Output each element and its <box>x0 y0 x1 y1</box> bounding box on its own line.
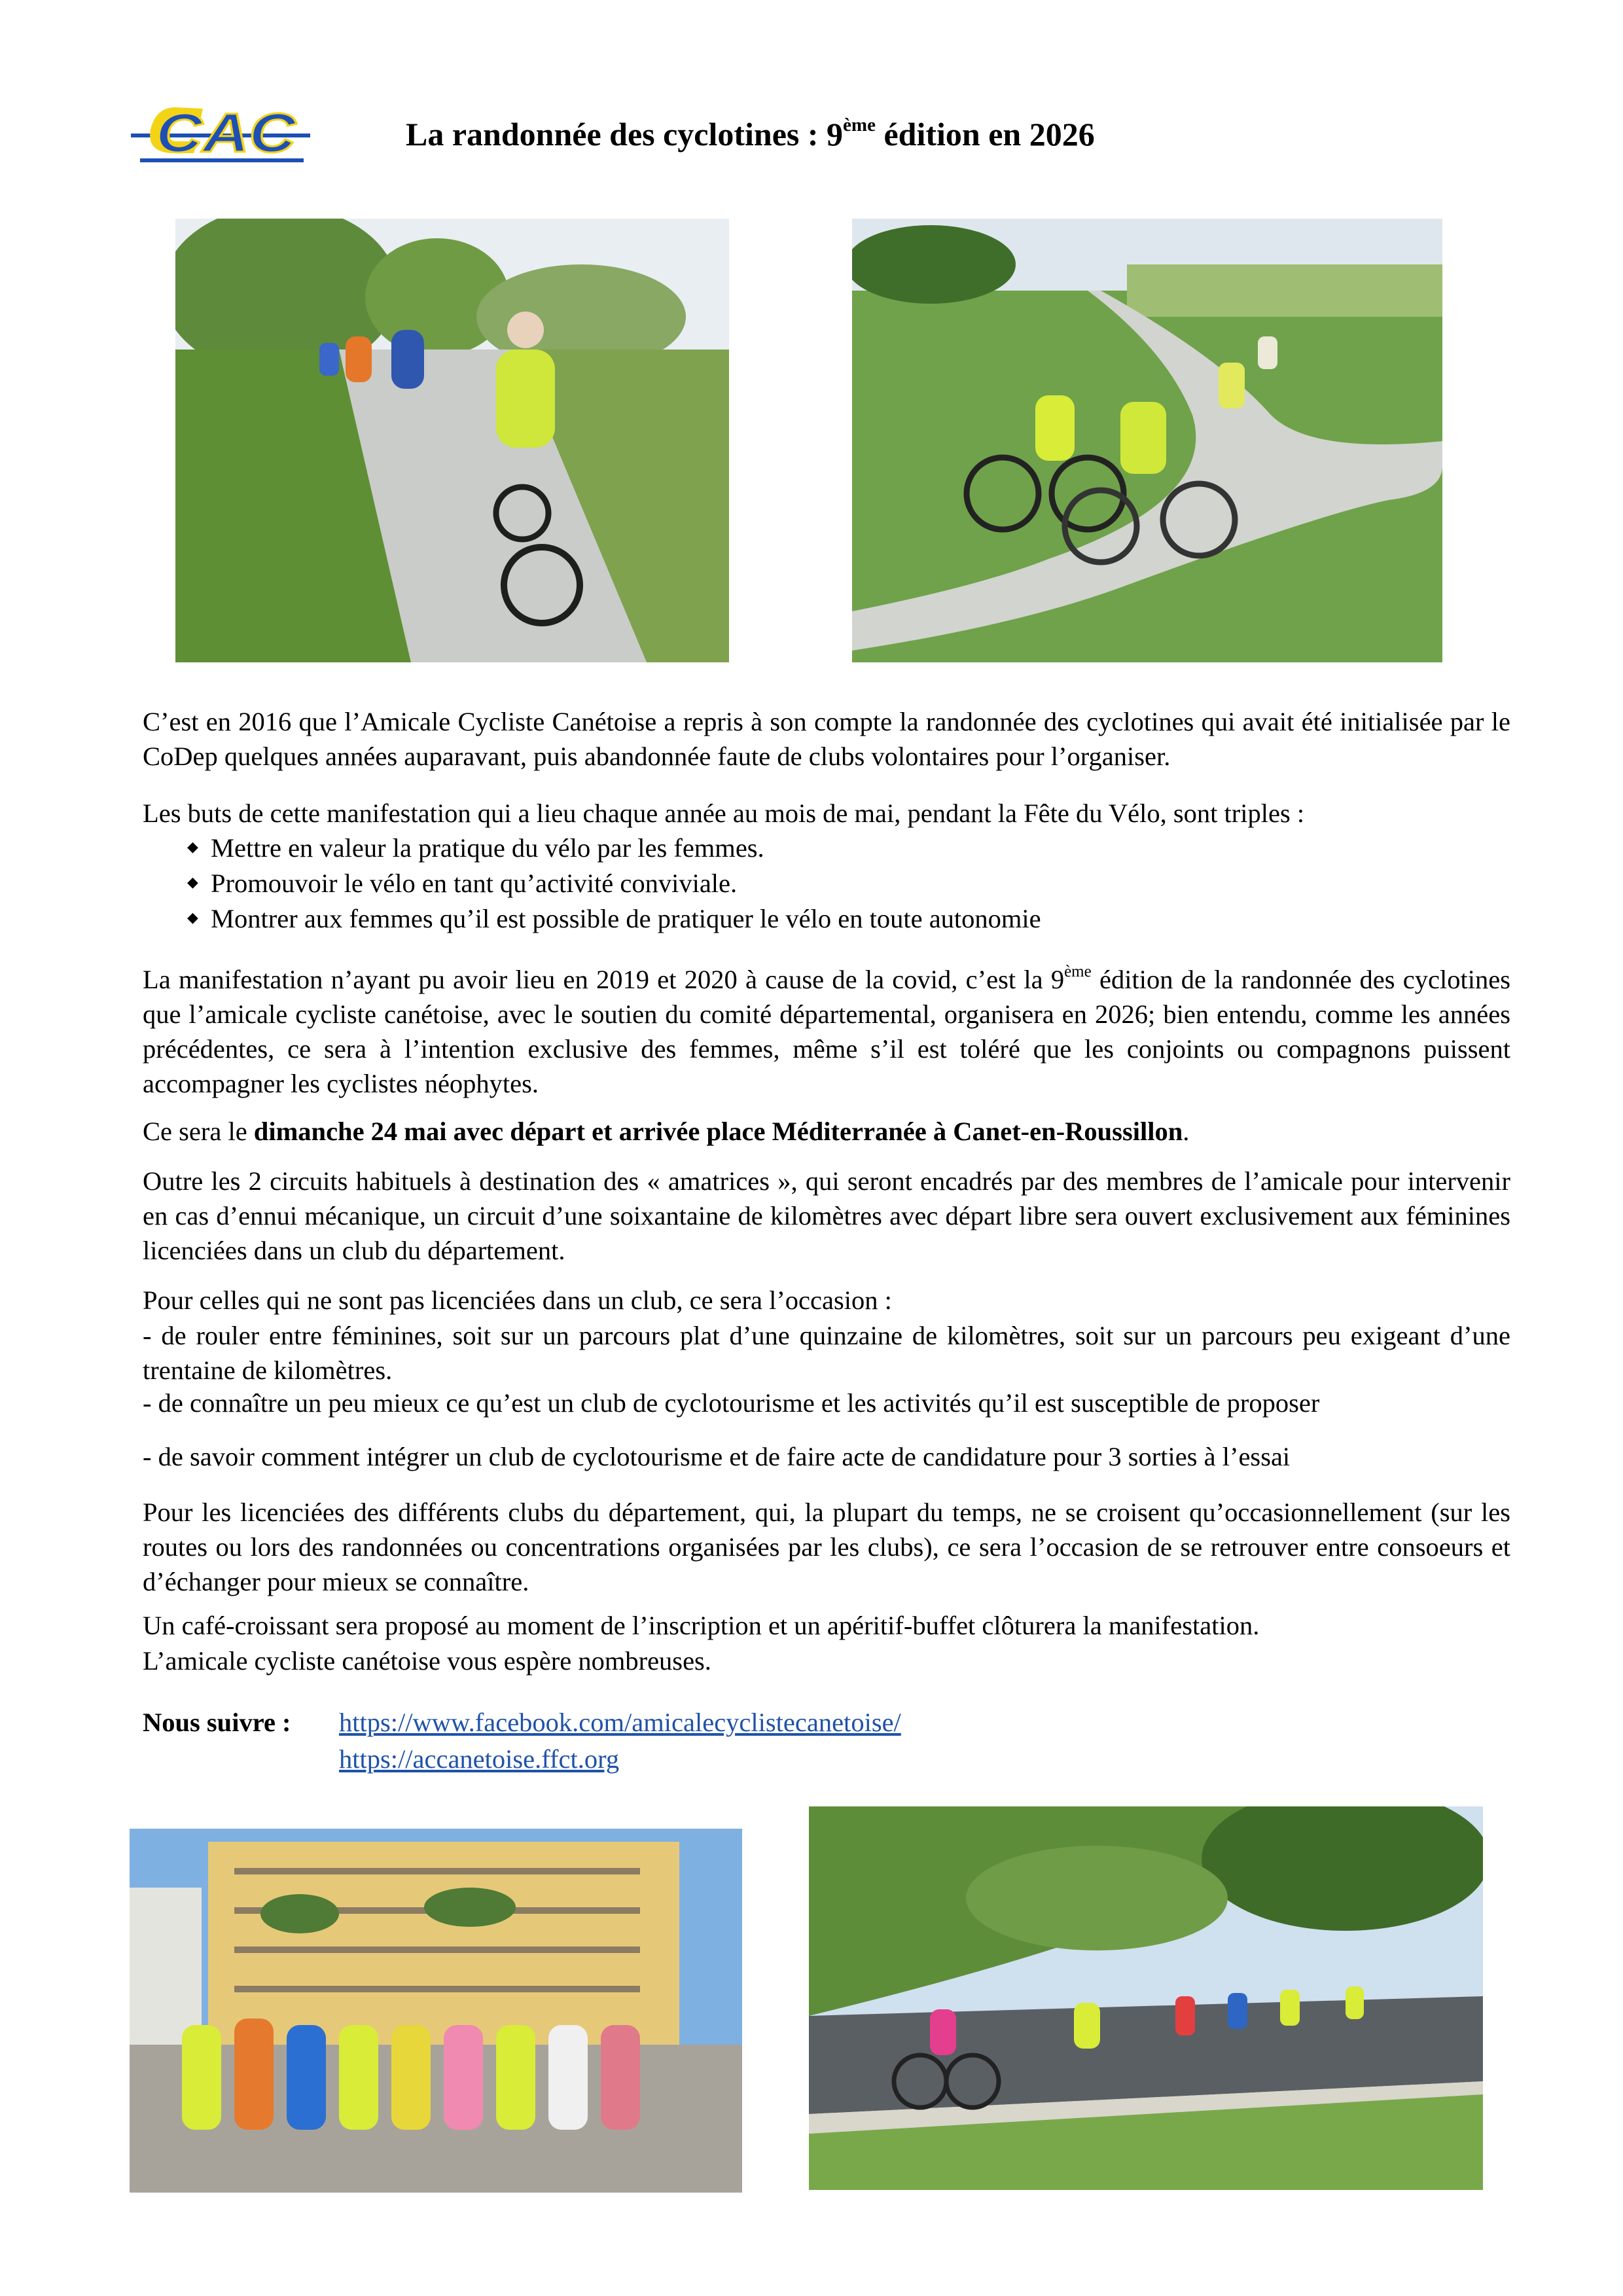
list-item: - de rouler entre féminines, soit sur un parcours plat d’une quinzaine de kilomètres, soit sur un parcours peu exigeant d’une trentaine de kilomètres. <box>143 1321 1510 1385</box>
paragraph-intro: C’est en 2016 que l’Amicale Cycliste Canétoise a repris à son compte la randonnée des cyclotines qui avait été initialisée par le CoDep quelques années auparavant, puis abandonnée faute de clubs volontaires pour l’organiser. <box>143 707 1510 771</box>
paragraph-breakfast: Un café-croissant sera proposé au moment de l’inscription et un apéritif-buffet clôturera la manifestation. <box>143 1611 1260 1640</box>
club-logo <box>130 96 312 169</box>
list-item: - de savoir comment intégrer un club de cyclotourisme et de faire acte de candidature pour 3 sorties à l’essai <box>143 1442 1291 1471</box>
list-item: ◆ Mettre en valeur la pratique du vélo par les femmes. <box>187 833 764 863</box>
page-title: La randonnée des cyclotines : 9ème édition en 2026 <box>406 115 1095 152</box>
paragraph-non-licensed-intro: Pour celles qui ne sont pas licenciées dans un club, ce sera l’occasion : <box>143 1285 892 1315</box>
follow-label: Nous suivre : <box>143 1708 291 1737</box>
list-item: - de connaître un peu mieux ce qu’est un club de cyclotourisme et les activités qu’il est susceptible de proposer <box>143 1388 1320 1418</box>
photo-cyclists-meadow <box>852 219 1442 662</box>
diamond-bullet-icon: ◆ <box>187 874 198 890</box>
paragraph-edition: La manifestation n’ayant pu avoir lieu en 2019 et 2020 à cause de la covid, c’est la 9ème édition de la randonnée des cyclotines que l’amicale cycliste canétoise, avec le soutien du comité départemental, organisera en 2026; bien entendu, comme les années précédentes, ce sera à l’intention exclusive des femmes, même s’il est toléré que les conjoints ou compagnons puissent accompagner les cyclistes néophytes. <box>143 963 1510 1098</box>
paragraph-circuits: Outre les 2 circuits habituels à destination des « amatrices », qui seront encadrés par des membres de l’amicale pour intervenir en cas d’ennui mécanique, un circuit d’une soixantaine de kilomètres avec départ libre sera ouvert exclusivement aux féminines licenciées dans un club du département. <box>143 1166 1510 1265</box>
photo-group-portrait <box>130 1829 742 2193</box>
paragraph-licensed: Pour les licenciées des différents clubs du département, qui, la plupart du temps, ne se croisent qu’occasionnellement (sur les routes ou lors des randonnées ou concentrations organisées par les clubs), ce sera l’occasion de se retrouver entre consoeurs et d’échanger pour mieux se connaître. <box>143 1498 1510 1596</box>
paragraph-closing: L’amicale cycliste canétoise vous espère nombreuses. <box>143 1646 711 1676</box>
list-item: ◆ Promouvoir le vélo en tant qu’activité conviviale. <box>187 869 738 898</box>
diamond-bullet-icon: ◆ <box>187 838 198 855</box>
list-item: ◆ Montrer aux femmes qu’il est possible de pratiquer le vélo en toute autonomie <box>187 904 1041 933</box>
facebook-link[interactable]: https://www.facebook.com/amicalecyclistecanetoise/ <box>339 1708 901 1737</box>
paragraph-date: Ce sera le dimanche 24 mai avec départ et arrivée place Méditerranée à Canet-en-Roussillon. <box>143 1117 1190 1146</box>
website-link[interactable]: https://accanetoise.ffct.org <box>339 1744 620 1774</box>
paragraph-goals: Les buts de cette manifestation qui a lieu chaque année au mois de mai, pendant la Fête du Vélo, sont triples : <box>143 798 1305 828</box>
diamond-bullet-icon: ◆ <box>187 909 198 925</box>
photo-cyclists-path <box>175 219 729 662</box>
logo-text: CAC <box>156 102 297 164</box>
photo-cyclists-road <box>809 1806 1483 2190</box>
